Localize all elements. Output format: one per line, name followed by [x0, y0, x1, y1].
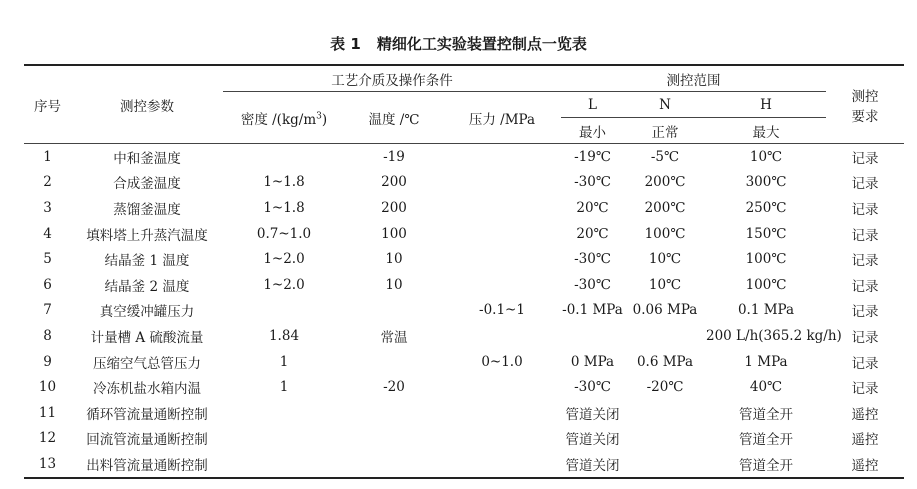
cell-N: -20℃ — [646, 379, 684, 396]
header-density — [223, 92, 345, 144]
cell-req: 遥控 — [851, 406, 879, 423]
cell-req: 记录 — [851, 329, 879, 346]
table-row — [24, 426, 904, 452]
cell-density — [223, 426, 345, 452]
cell-H: 100℃ — [745, 276, 787, 293]
cell-temp — [345, 298, 443, 324]
cell-seq: 6 — [43, 276, 52, 293]
cell-L: -30℃ — [574, 251, 611, 268]
header-process-group: 工艺介质及操作条件 — [223, 65, 561, 92]
cell-param: 循环管流量通断控制 — [86, 406, 208, 423]
cell-seq: 4 — [43, 225, 52, 242]
table-row — [24, 298, 904, 324]
cell-req: 记录 — [851, 278, 879, 295]
cell-req: 遥控 — [826, 451, 904, 478]
header-H-max: 最大 — [706, 118, 826, 144]
cell-req: 记录 — [851, 304, 879, 321]
cell-param: 蒸馏釜温度 — [113, 201, 181, 218]
cell-seq: 11 — [38, 404, 57, 421]
header-L: L — [561, 92, 624, 118]
cell-seq: 3 — [43, 199, 52, 216]
cell-H: 150℃ — [745, 225, 787, 242]
cell-temp — [345, 349, 443, 375]
cell-N: 0.6 MPa — [636, 353, 694, 370]
header-param: 测控参数 — [71, 65, 223, 144]
cell-L: 管道关闭 — [561, 451, 624, 478]
table-row — [24, 144, 904, 170]
cell-H: 100℃ — [745, 251, 787, 268]
cell-param: 真空缓冲罐压力 — [99, 304, 195, 321]
table-title: 精细化工实验装置控制点一览表 — [376, 35, 587, 53]
cell-H: 管道全开 — [739, 406, 793, 423]
cell-req: 记录 — [851, 355, 879, 372]
cell-param: 压缩空气总管压力 — [93, 355, 201, 372]
cell-density: 1.84 — [268, 327, 300, 344]
cell-seq: 10 — [38, 379, 57, 396]
header-N-normal: 正常 — [624, 118, 706, 144]
cell-param: 填料塔上升蒸汽温度 — [86, 227, 208, 244]
cell-H: 250℃ — [745, 199, 787, 216]
cell-L: -0.1 MPa — [562, 302, 623, 319]
header-seq: 序号 — [24, 65, 71, 144]
cell-N: 100℃ — [644, 225, 686, 242]
cell-H: 200 L/h(365.2 kg/h) — [706, 327, 842, 344]
cell-seq: 8 — [43, 327, 52, 344]
cell-density: 1~2.0 — [263, 251, 305, 268]
cell-density — [223, 451, 345, 478]
cell-N: 200℃ — [644, 199, 686, 216]
header-density-tail: ) — [321, 111, 328, 128]
cell-L: -30℃ — [574, 276, 611, 293]
cell-density: 1~1.8 — [263, 174, 305, 191]
cell-density: 1~2.0 — [263, 276, 305, 293]
cell-seq: 7 — [43, 302, 52, 319]
cell-seq: 5 — [43, 251, 52, 268]
cell-seq: 1 — [43, 148, 52, 165]
cell-temp: 100 — [381, 225, 407, 242]
cell-density: 0.7~1.0 — [256, 225, 312, 242]
cell-N: 10℃ — [648, 251, 682, 268]
cell-temp: 200 — [381, 199, 407, 216]
cell-pressure — [443, 426, 561, 452]
table-body — [24, 144, 904, 478]
cell-param: 计量槽 A 硫酸流量 — [90, 329, 204, 346]
table-row — [24, 170, 904, 196]
cell-req: 遥控 — [851, 432, 879, 449]
cell-N — [624, 451, 706, 478]
cell-H: 10℃ — [749, 148, 783, 165]
table-row — [24, 246, 904, 272]
table-row — [24, 323, 904, 349]
header-density-text: 密度 /(kg/m — [240, 111, 317, 128]
cell-L — [561, 323, 624, 349]
cell-L: 20℃ — [576, 199, 609, 216]
cell-seq: 2 — [43, 174, 52, 191]
cell-pressure: -0.1~1 — [479, 302, 525, 319]
cell-req: 记录 — [851, 253, 879, 270]
cell-pressure — [443, 400, 561, 426]
table-row — [24, 272, 904, 298]
cell-density: 1~1.8 — [263, 199, 305, 216]
cell-L: -30℃ — [574, 379, 611, 396]
cell-req: 记录 — [851, 201, 879, 218]
header-requirement — [826, 65, 904, 144]
cell-L: 20℃ — [576, 225, 609, 242]
cell-L: 管道关闭 — [565, 432, 620, 449]
cell-H: 1 MPa — [744, 353, 788, 370]
cell-pressure — [443, 272, 561, 298]
table-row — [24, 195, 904, 221]
cell-density — [223, 298, 345, 324]
header-L-min: 最小 — [561, 118, 624, 144]
cell-L: -19℃ — [574, 148, 611, 165]
cell-N: -5℃ — [650, 148, 680, 165]
cell-N: 0.06 MPa — [632, 302, 698, 319]
cell-param: 结晶釜 2 温度 — [104, 278, 190, 295]
cell-seq: 9 — [43, 353, 52, 370]
table-row — [24, 221, 904, 247]
cell-temp: -19 — [383, 148, 405, 165]
cell-pressure — [443, 195, 561, 221]
cell-density — [223, 400, 345, 426]
cell-param: 出料管流量通断控制 — [71, 451, 223, 478]
cell-N: 10℃ — [648, 276, 682, 293]
cell-N — [624, 426, 706, 452]
cell-pressure — [443, 170, 561, 196]
header-requirement-line1: 测控 — [851, 88, 879, 105]
cell-temp: 10 — [385, 276, 403, 293]
cell-N: 200℃ — [644, 174, 686, 191]
header-range-group: 测控范围 — [561, 65, 826, 92]
cell-pressure — [443, 246, 561, 272]
cell-H: 40℃ — [749, 379, 783, 396]
table-row — [24, 400, 904, 426]
table-caption — [0, 33, 917, 54]
cell-param: 结晶釜 1 温度 — [104, 253, 190, 270]
cell-seq: 13 — [24, 451, 71, 478]
cell-N — [624, 323, 706, 349]
cell-N — [624, 400, 706, 426]
table-row — [24, 451, 904, 478]
cell-req: 记录 — [851, 176, 879, 193]
cell-density — [223, 144, 345, 170]
cell-H: 0.1 MPa — [737, 302, 795, 319]
cell-param: 合成釜温度 — [113, 176, 181, 193]
cell-temp: -20 — [383, 379, 405, 396]
cell-pressure: 0~1.0 — [481, 353, 523, 370]
cell-req: 记录 — [851, 381, 879, 398]
cell-req: 记录 — [851, 227, 879, 244]
header-pressure: 压力 /MPa — [443, 92, 561, 144]
cell-temp: 10 — [385, 251, 403, 268]
header-density-sup: 3 — [316, 111, 322, 121]
table-row — [24, 374, 904, 400]
cell-temp: 200 — [381, 174, 407, 191]
cell-pressure — [443, 451, 561, 478]
cell-density: 1 — [279, 353, 289, 370]
cell-pressure — [443, 323, 561, 349]
cell-H: 管道全开 — [739, 432, 793, 449]
cell-pressure — [443, 374, 561, 400]
cell-H: 300℃ — [745, 174, 787, 191]
cell-temp — [345, 400, 443, 426]
header-temperature: 温度 /℃ — [345, 92, 443, 144]
header-N: N — [624, 92, 706, 118]
cell-req: 记录 — [851, 150, 879, 167]
cell-temp: 常温 — [380, 329, 408, 346]
cell-param: 冷冻机盐水箱内温 — [93, 381, 201, 398]
cell-L: 管道关闭 — [565, 406, 620, 423]
cell-temp — [345, 426, 443, 452]
control-points-table — [24, 64, 904, 479]
cell-pressure — [443, 144, 561, 170]
cell-pressure — [443, 221, 561, 247]
header-H: H — [706, 92, 826, 118]
cell-param: 中和釜温度 — [113, 150, 181, 167]
table-row — [24, 349, 904, 375]
cell-temp — [345, 451, 443, 478]
header-requirement-line2: 要求 — [851, 108, 879, 125]
cell-density: 1 — [279, 379, 289, 396]
cell-param: 回流管流量通断控制 — [86, 432, 208, 449]
table-number: 表 1 — [330, 35, 361, 53]
cell-H: 管道全开 — [706, 451, 826, 478]
cell-L: -30℃ — [574, 174, 611, 191]
cell-L: 0 MPa — [570, 353, 615, 370]
cell-seq: 12 — [38, 430, 57, 447]
